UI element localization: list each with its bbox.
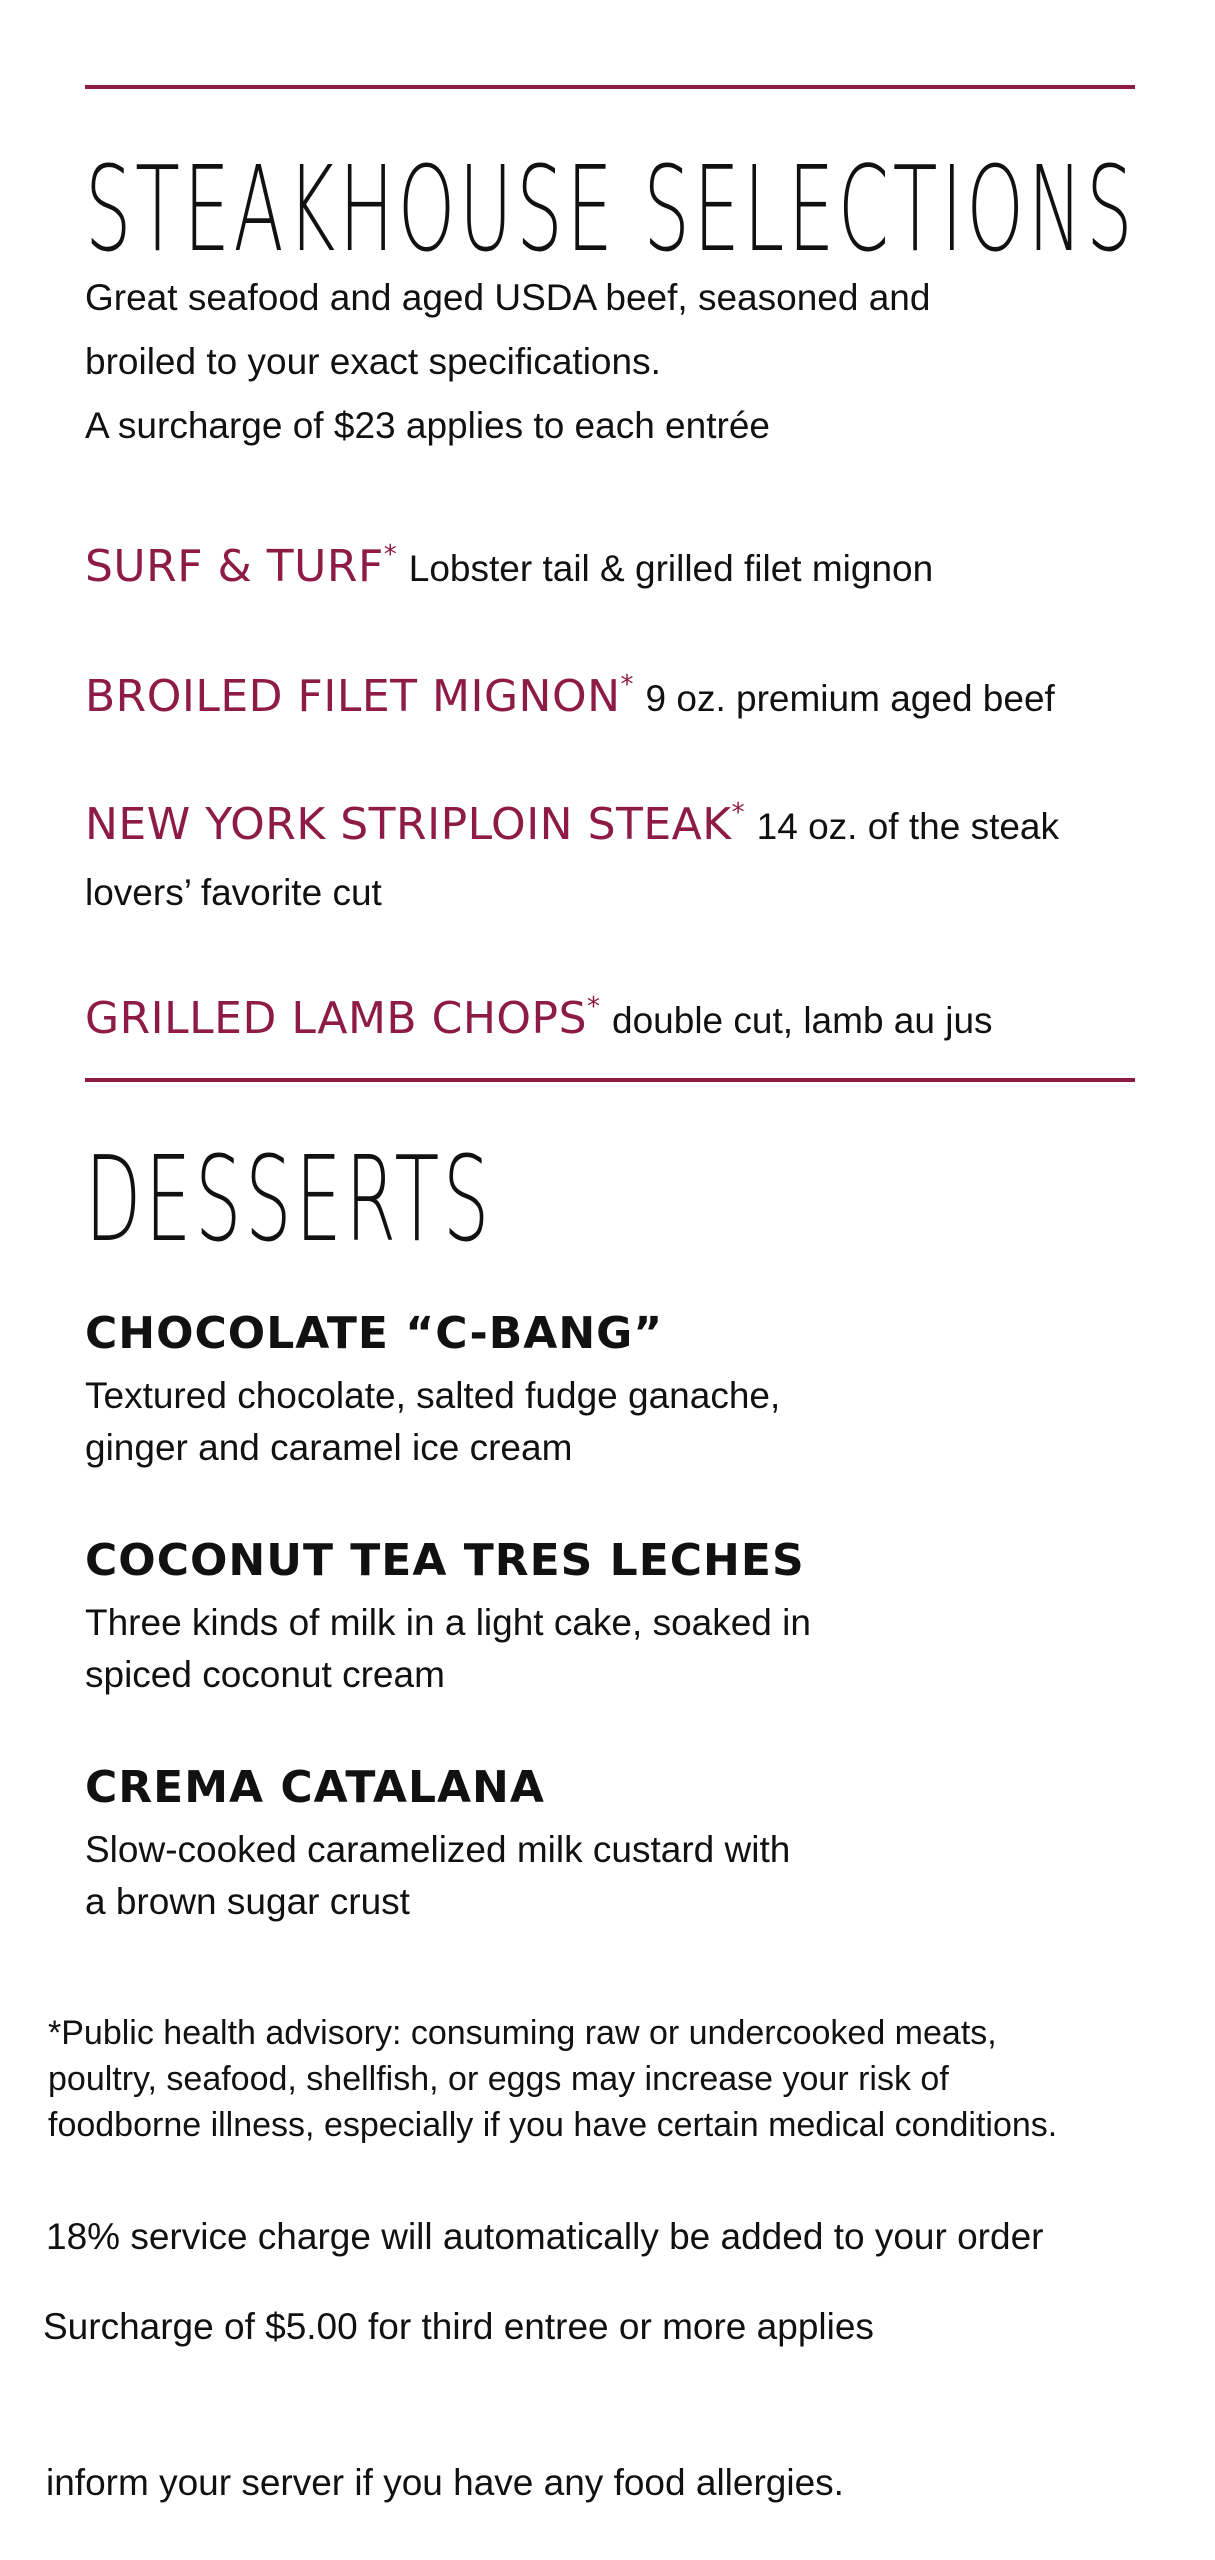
allergy-note: inform your server if you have any food allergies.	[46, 2462, 844, 2503]
dessert-name: CREMA CATALANA	[85, 1762, 545, 1813]
entree-item-surf-turf	[85, 522, 1145, 602]
dessert-description	[85, 1370, 1085, 1474]
entree-name: SURF & TURF	[85, 541, 384, 592]
advisory-line: foodborne illness, especially if you have certain medical conditions.	[48, 2106, 1058, 2144]
dessert-line: Textured chocolate, salted fudge ganache,	[85, 1375, 781, 1416]
entree-description: Lobster tail & grilled filet mignon	[408, 548, 934, 589]
entree-name: BROILED FILET MIGNON	[85, 671, 621, 722]
desserts-title: DESSERTS	[85, 1130, 494, 1268]
steakhouse-title: STEAKHOUSE SELECTIONS	[85, 140, 1137, 278]
advisory-mark: *	[587, 992, 601, 1022]
intro-line: A surcharge of $23 applies to each entrée	[85, 405, 770, 446]
dessert-line: spiced coconut cream	[85, 1654, 445, 1695]
top-divider	[85, 85, 1135, 89]
advisory-mark: *	[620, 670, 634, 700]
intro-line: broiled to your exact specifications.	[85, 341, 661, 382]
advisory-mark: *	[731, 798, 745, 828]
entree-name: GRILLED LAMB CHOPS	[85, 993, 588, 1044]
section-divider	[85, 1078, 1135, 1082]
entree-item-lamb-chops	[85, 974, 1145, 1054]
entree-description: double cut, lamb au jus	[612, 1000, 993, 1041]
entree-name: NEW YORK STRIPLOIN STEAK	[85, 799, 732, 850]
entree-surcharge-note: Surcharge of $5.00 for third entree or more applies	[43, 2306, 874, 2347]
advisory-line: *Public health advisory: consuming raw or undercooked meats,	[48, 2014, 997, 2052]
entree-description: 14 oz. of the steak lovers’ favorite cut	[85, 806, 1059, 913]
advisory-line: poultry, seafood, shellfish, or eggs may increase your risk of	[48, 2060, 949, 2098]
dessert-line: ginger and caramel ice cream	[85, 1427, 573, 1468]
service-charge-note: 18% service charge will automatically be added to your order	[46, 2216, 1044, 2257]
steakhouse-intro	[85, 266, 1145, 458]
dessert-name: COCONUT TEA TRES LECHES	[85, 1535, 805, 1586]
dessert-line: Three kinds of milk in a light cake, soaked in	[85, 1602, 811, 1643]
dessert-description	[85, 1824, 1085, 1928]
entree-item-filet-mignon	[85, 652, 1145, 732]
entree-description: 9 oz. premium aged beef	[645, 678, 1055, 719]
dessert-line: Slow-cooked caramelized milk custard with	[85, 1829, 791, 1870]
dessert-name: CHOCOLATE “C-BANG”	[85, 1308, 664, 1359]
advisory-mark: *	[383, 540, 397, 570]
dessert-line: a brown sugar crust	[85, 1881, 410, 1922]
intro-line: Great seafood and aged USDA beef, seasoned and	[85, 277, 931, 318]
health-advisory	[48, 2010, 1198, 2148]
dessert-description	[85, 1597, 1085, 1701]
entree-item-striploin	[85, 780, 1075, 926]
